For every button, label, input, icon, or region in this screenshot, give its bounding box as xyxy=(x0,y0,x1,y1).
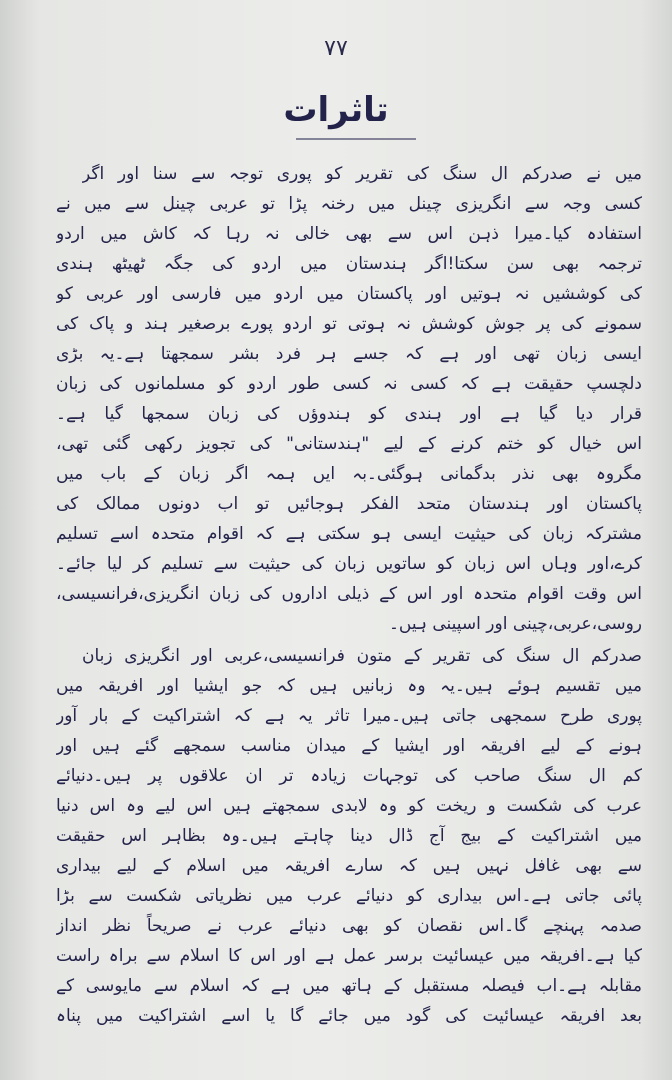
text-line: استفادہ کیا۔میرا ذہن اس سے بھی خالی نہ رہا کہ کاش میں اردو xyxy=(56,224,642,244)
text-line: صدمہ پہنچے گا۔اس نقصان کو بھی دنیائے عرب نے صریحاً نظر انداز xyxy=(56,916,642,936)
title-underline xyxy=(296,138,416,140)
text-line: کم ال سنگ صاحب کی توجہات زیادہ تر ان علاقوں پر ہیں۔دنیائے xyxy=(56,766,642,786)
text-line: مقابلہ ہے۔اب فیصلہ مستقبل کے ہاتھ میں ہے کہ اسلام سے مایوسی کے xyxy=(56,976,642,996)
text-line: پائی جاتی ہے۔اس بیداری کو دنیائے عرب میں نظریاتی شکست سے بڑا xyxy=(56,886,642,906)
text-line: کی کوششیں نہ ہوتیں اور پاکستان میں اردو میں فارسی اور عربی کو xyxy=(56,284,642,304)
text-line: کسی وجہ سے انگریزی چینل میں رخنہ پڑا تو عربی چینل سے میں نے xyxy=(56,194,642,214)
text-line: میں اشتراکیت کے بیج آج ڈال دینا چاہتے ہیں۔وہ بظاہر اس حقیقت xyxy=(56,826,642,846)
body-text xyxy=(56,160,642,1070)
text-line: کرے،اور وہاں اس زبان کو ساتویں زبان کی حیثیت سے تسلیم کر لیا جائے۔ xyxy=(56,554,642,574)
text-line: عرب کی شکست و ریخت کو وہ لابدی سمجھتے ہیں اس لیے وہ اس دنیا xyxy=(56,796,642,816)
text-line: اس خیال کو ختم کرنے کے لیے "ہندستانی" کی تجویز رکھی گئی تھی، xyxy=(56,434,642,454)
text-line: روسی،عربی،چینی اور اسپینی ہیں۔ xyxy=(388,614,642,634)
text-line: سے بھی غافل نہیں ہیں کہ سارے افریقہ میں اسلام کے لیے بیداری xyxy=(56,856,642,876)
text-line: اس وقت اقوام متحدہ اور اس کے ذیلی اداروں کی زبان انگریزی،فرانسیسی، xyxy=(56,584,642,604)
text-line: کیا ہے۔افریقہ میں عیسائیت برسر عمل ہے اور اس کا اسلام سے براہ راست xyxy=(56,946,642,966)
text-line: بعد افریقہ عیسائیت کی گود میں جائے گا یا اسے اشتراکیت میں پناہ xyxy=(56,1006,642,1026)
text-line: پاکستان اور ہندستان متحد الفکر ہوجائیں تو اب دونوں ممالک کی xyxy=(56,494,642,514)
text-line: سمونے کی پر جوش کوشش نہ ہوتی تو اردو پورے برصغیر ہند و پاک کی xyxy=(56,314,642,334)
text-line: ایسی زبان تھی اور ہے کہ جسے ہر فرد بشر سمجھتا ہے۔یہ بڑی xyxy=(56,344,642,364)
text-line: ہونے کے لیے افریقہ اور ایشیا کے میدان مناسب سمجھے گئے ہیں اور xyxy=(56,736,642,756)
page-title: تاثرات xyxy=(283,90,389,130)
page-number: ٧٧ xyxy=(324,36,348,61)
text-line: دلچسپ حقیقت ہے کہ کسی نہ کسی طور اردو کو مسلمانوں کی زبان xyxy=(56,374,642,394)
text-line: قرار دیا گیا ہے اور ہندی کو ہندوؤں کی زبان سمجھا گیا ہے۔ xyxy=(56,404,642,424)
text-line: مشترکہ زبان کی حیثیت ایسی ہو سکتی ہے کہ اقوام متحدہ اسے تسلیم xyxy=(56,524,642,544)
text-line: ترجمہ بھی سن سکتا!اگر ہندستان میں اردو کی جگہ ٹھیٹھ ہندی xyxy=(56,254,642,274)
text-line: میں نے صدرکم ال سنگ کی تقریر کو پوری توجہ سے سنا اور اگر xyxy=(82,164,642,184)
text-line: مگروہ بھی نذر بدگمانی ہوگئی۔بہ ایں ہمہ اگر زبان کے باب میں xyxy=(56,464,642,484)
text-line: صدرکم ال سنگ کی تقریر کے متون فرانسیسی،عربی اور انگریزی زبان xyxy=(82,646,642,666)
text-line: میں تقسیم ہوئے ہیں۔یہ وہ زبانیں ہیں کہ جو ایشیا اور افریقہ میں xyxy=(56,676,642,696)
text-line: پوری طرح سمجھی جاتی ہیں۔میرا تاثر یہ ہے کہ اشتراکیت کے بار آور xyxy=(56,706,642,726)
